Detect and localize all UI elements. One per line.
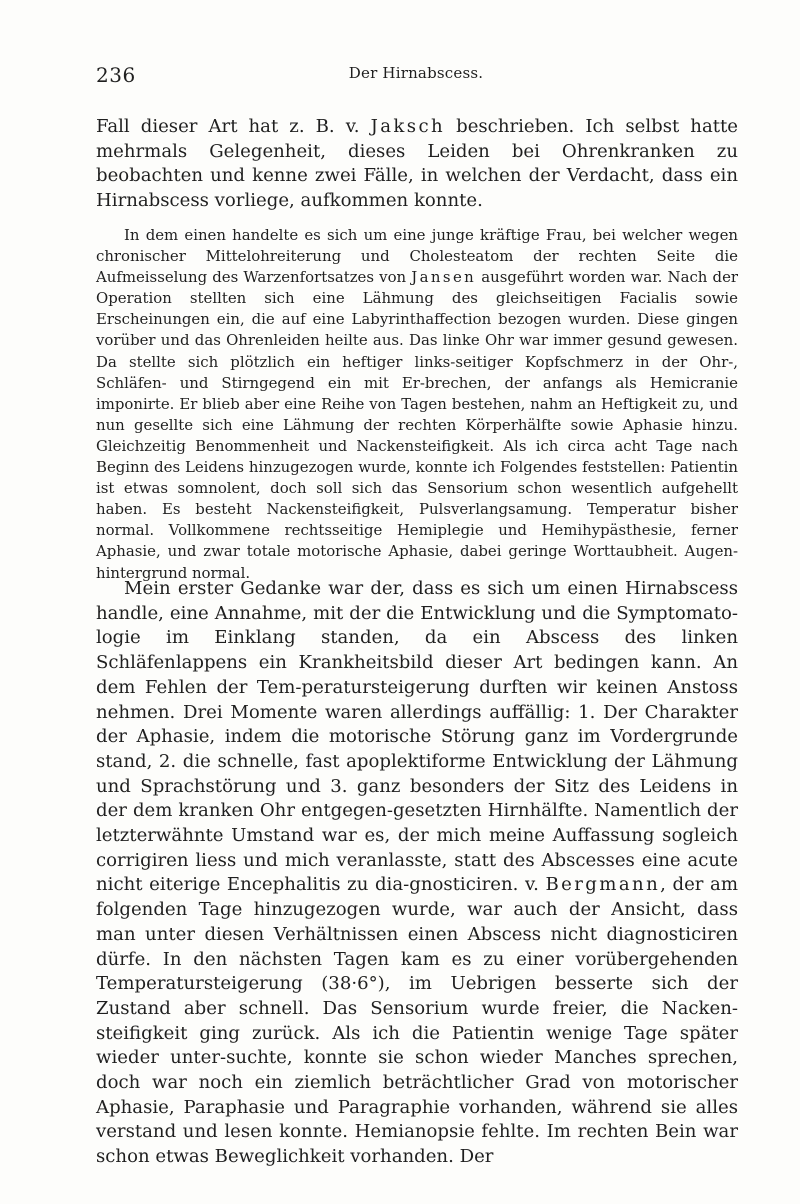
running-title: Der Hirnabscess. xyxy=(348,64,484,82)
author-name: Jaksch xyxy=(370,116,446,137)
paragraph-text xyxy=(96,577,738,1170)
text-segment: Mein erster Gedanke war der, dass es sich um einen Hirnabscess handle, eine Annahme, mit der die Entwicklung und die Symptomato-logie im Einklang standen, da ein Abscess des linken Schläfenlappens ein Krankheitsbild dieser Art bedingen kann. An dem Fehlen der Tem-peratursteigerung durften wir keinen Anstoss nehmen. Drei Momente waren allerdings auffällig: 1. Der Charakter der Aphasie, indem die motorische Störung ganz im Vordergrunde stand, 2. die schnelle, fast apoplektiforme Entwicklung der Lähmung und Sprachstörung und 3. ganz besonders der Sitz des Leidens in der dem kranken Ohr entgegen-gesetzten Hirnhälfte. Namentlich der letzterwähnte Umstand war es, der mich meine Auffassung sogleich corrigiren liess und mich veranlasste, statt des Abscesses eine acute nicht eiterige Encephalitis zu dia-gnosticiren. v. xyxy=(96,578,738,896)
paragraph-discussion xyxy=(96,577,738,1170)
text-segment: , der am folgenden Tage hinzugezogen wurde, war auch der Ansicht, dass man unter diesen Verhältnissen einen Abscess nicht diagnosticiren dürfe. In den nächsten Tagen kam es zu einer vorübergehenden Temperatursteigerung (38·6°), im Uebrigen besserte sich der Zustand aber schnell. Das Sensorium wurde freier, die Nacken-steifigkeit ging zurück. Als ich die Patientin wenige Tage später wieder unter-suchte, konnte sie schon wieder Manches sprechen, doch war noch ein ziemlich beträchtlicher Grad von motorischer Aphasie, Paraphasie und Paragraphie vorhanden, während sie alles verstand und lesen konnte. Hemianopsie fehlte. Im rechten Bein war schon etwas Beweglichkeit vorhanden. Der xyxy=(96,874,738,1168)
text-segment: In dem einen handelte es sich um eine junge kräftige Frau, bei welcher wegen chronischer Mittelohreiterung und Cholesteatom der rechten Seite die Aufmeisselung des Warzenfortsatzes von xyxy=(96,226,738,287)
paragraph-text xyxy=(96,225,738,584)
paragraph-text xyxy=(96,115,738,214)
text-segment: ausgeführt worden war. Nach der Operation stellten sich eine Lähmung des gleichseitigen Facialis sowie Erscheinungen ein, die auf eine Labyrinthaffection bezogen wurden. Diese gingen vorüber und das Ohrenleiden heilte aus. Das linke Ohr war immer gesund gewesen. Da stellte sich plötzlich ein heftiger links-seitiger Kopfschmerz in der Ohr-, Schläfen- und Stirngegend ein mit Er-brechen, der anfangs als Hemicranie imponirte. Er blieb aber eine Reihe von Tagen bestehen, nahm an Heftigkeit zu, und nun gesellte sich eine Lähmung der rechten Körperhälfte sowie Aphasie hinzu. Gleichzeitig Benommenheit und Nackensteifigkeit. Als ich circa acht Tage nach Beginn des Leidens hinzugezogen wurde, konnte ich Folgendes feststellen: Patientin ist etwas somnolent, doch soll sich das Sensorium schon wesentlich aufgehellt haben. Es besteht Nackensteifigkeit, Pulsverlangsamung. Temperatur bisher normal. Vollkommene rechtsseitige Hemiplegie und Hemihypästhesie, ferner Aphasie, und zwar totale motorische Aphasie, dabei geringe Worttaubheit. Augen-hintergrund normal. xyxy=(96,268,738,582)
author-name: Jansen xyxy=(411,268,477,287)
page-number: 236 xyxy=(96,63,136,87)
text-segment: Fall dieser Art hat z. B. v. xyxy=(96,116,371,137)
author-name: Bergmann xyxy=(545,874,661,896)
paragraph-case-report xyxy=(96,225,738,584)
running-head xyxy=(96,63,736,89)
paragraph-intro xyxy=(96,115,738,214)
text-segment: beschrieben. Ich selbst hatte mehrmals Gelegenheit, dieses Leiden bei Ohrenkranken zu beobachten und kenne zwei Fälle, in welchen der Verdacht, dass ein Hirnabscess vorliege, aufkommen konnte. xyxy=(96,116,738,212)
